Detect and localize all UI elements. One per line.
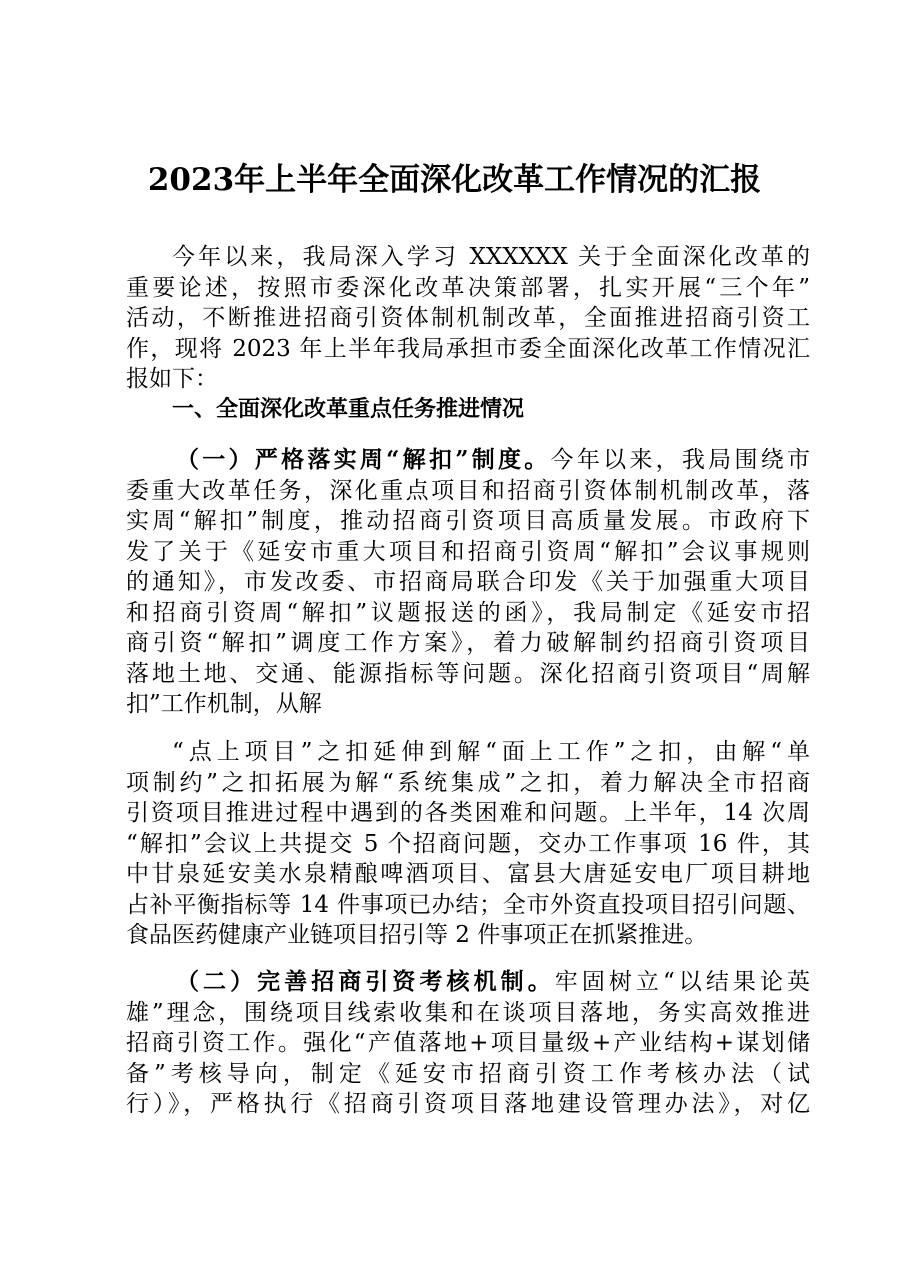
text-line: 发了关于《延安市重大项目和招商引资周“解扣”会议事规则	[126, 538, 810, 565]
text-line: 今年以来，我局深入学习 XXXXXX 关于全面深化改革的	[172, 244, 810, 270]
text-line: 的通知》，市发改委、市招商局联合印发《关于加强重大项目	[126, 569, 810, 595]
text-line: 重要论述，按照市委深化改革决策部署，扎实开展“三个年”	[126, 274, 810, 301]
text-line: 占补平衡指标等 14 件事项已办结；全市外资直投项目招引问题、	[126, 891, 810, 918]
paragraph-assessment	[126, 967, 810, 1120]
text-line: “解扣”会议上共提交 5 个招商问题，交办工作事项 16 件，其	[126, 830, 810, 857]
text-line: 商引资“解扣”调度工作方案》，着力破解制约招商引资项目	[126, 630, 810, 656]
document-title: 2023年上半年全面深化改革工作情况的汇报	[147, 162, 762, 198]
text-line: 落地土地、交通、能源指标等问题。深化招商引资项目“周解	[126, 660, 810, 687]
text-line: 报如下：	[126, 366, 218, 392]
text-line: 行）》，严格执行《招商引资项目落地建设管理办法》，对亿	[126, 1091, 810, 1117]
text-line: 实周“解扣”制度，推动招商引资项目高质量发展。市政府下	[126, 508, 810, 534]
subheading-text: （一）严格落实周“解扣”制度。	[176, 446, 551, 473]
paragraph-progress	[126, 737, 810, 951]
text-line: 作，现将 2023 年上半年我局承担市委全面深化改革工作情况汇	[126, 335, 810, 362]
text-line: “点上项目”之扣延伸到解“面上工作”之扣，由解“单	[172, 739, 810, 765]
text-line: 扣”工作机制，从解	[126, 691, 322, 717]
text-line	[126, 967, 810, 998]
paragraph-intro	[126, 242, 810, 395]
section-heading	[126, 395, 810, 426]
text-line: 项制约”之扣拓展为解“系统集成”之扣，着力解决全市招商	[126, 769, 810, 796]
text-line: 和招商引资周“解扣”议题报送的函》，我局制定《延安市招	[126, 599, 810, 626]
text-line: 备”考核导向，制定《延安市招商引资工作考核办法（试	[126, 1060, 810, 1087]
text-line	[126, 445, 810, 476]
subheading-text: （二）完善招商引资考核机制。	[176, 968, 555, 995]
heading-text: 一、全面深化改革重点任务推进情况	[172, 397, 525, 422]
text-line: 中甘泉延安美水泉精酿啤酒项目、富县大唐延安电厂项目耕地	[126, 861, 810, 887]
text-fragment: 牢固树立“以结果论英	[554, 969, 811, 995]
text-line: 招商引资工作。强化“产值落地+项目量级+产业结构+谋划储	[126, 1030, 810, 1056]
text-line: 食品医药健康产业链项目招引等 2 件事项正在抓紧推进。	[126, 922, 708, 948]
text-fragment: 今年以来，我局围绕市	[550, 447, 810, 473]
text-line: 雄”理念，围绕项目线索收集和在谈项目落地，务实高效推进	[126, 999, 810, 1026]
text-line: 委重大改革任务，深化重点项目和招商引资体制机制改革，落	[126, 477, 810, 504]
text-line: 活动，不断推进招商引资体制机制改革，全面推进招商引资工	[126, 305, 810, 331]
paragraph-jiekou	[126, 445, 810, 720]
text-line: 引资项目推进过程中遇到的各类困难和问题。上半年，14 次周	[126, 800, 810, 826]
